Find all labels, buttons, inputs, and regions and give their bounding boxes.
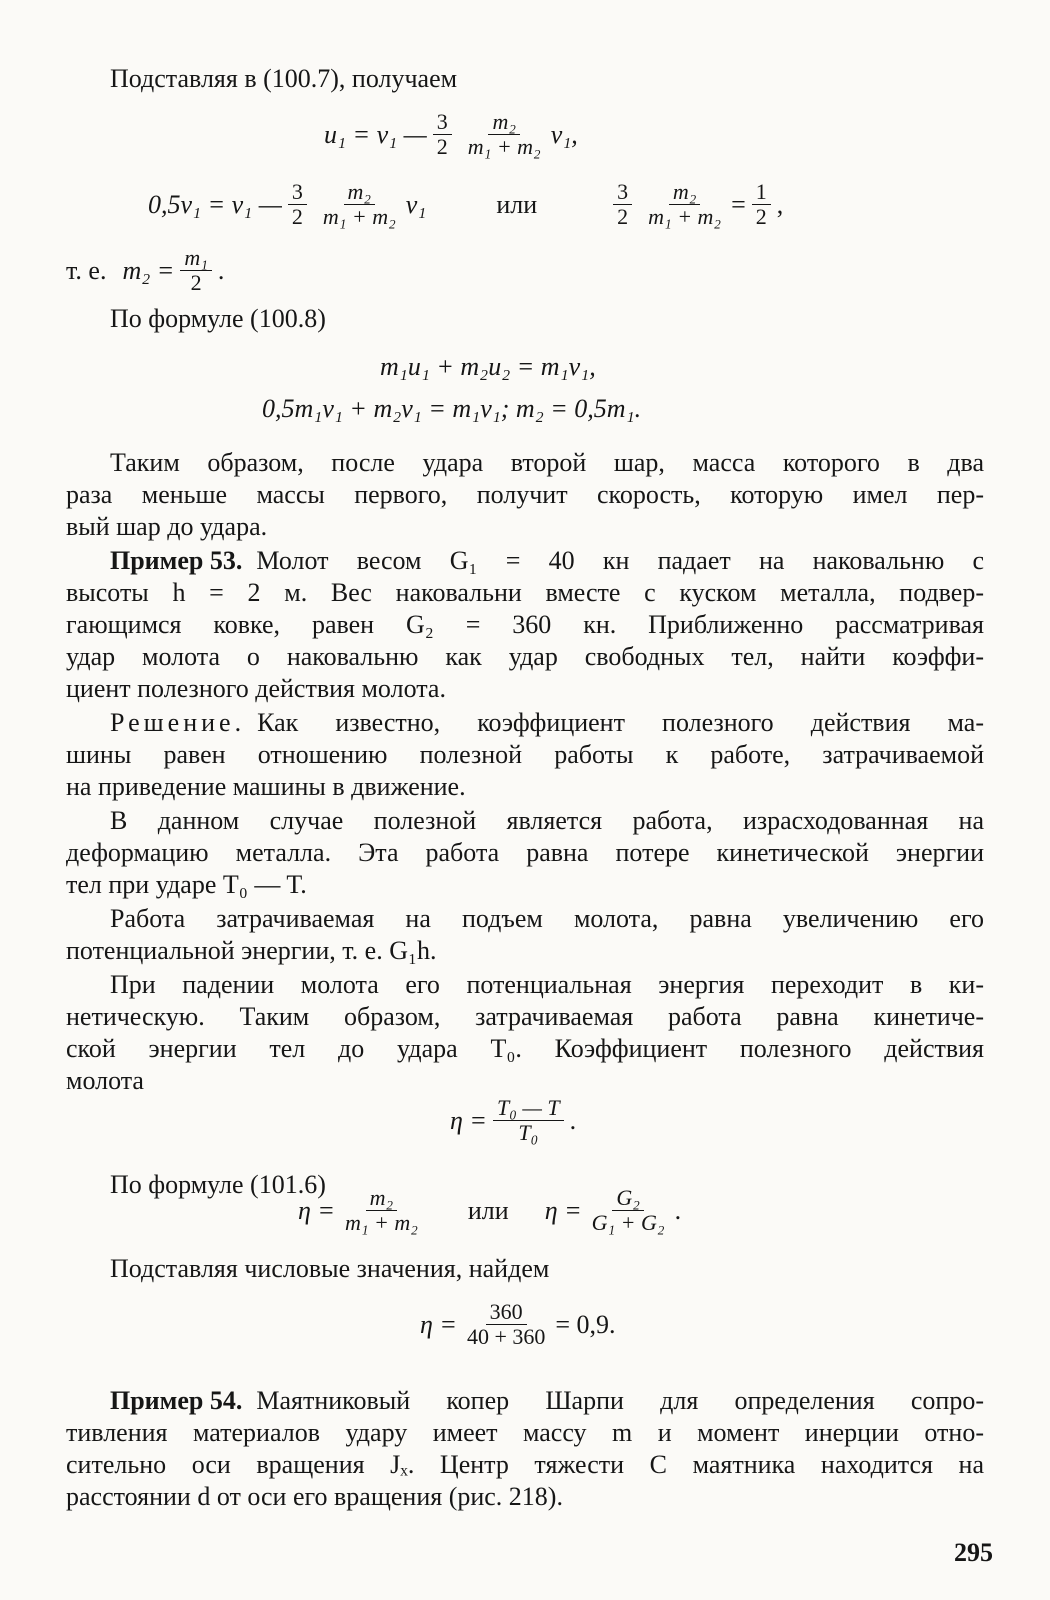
denominator: m₁ + m₂ xyxy=(648,204,722,229)
eq-text: 0,5m₁v₁ + m₂v₁ = m₁v₁; m₂ = 0,5m₁. xyxy=(262,394,642,423)
fraction xyxy=(341,1186,422,1235)
eq-text: . xyxy=(569,1105,577,1135)
eq-text: v₁ xyxy=(405,189,427,219)
text-line: на приведение машины в движение. xyxy=(66,772,466,801)
text-line: расстоянии d от оси его вращения (рис. 218). xyxy=(66,1482,563,1511)
text-line: шины равен отношению полезной работы к работе, затрачиваемой xyxy=(66,740,984,769)
eq-text: v₁, xyxy=(550,119,578,149)
equation-half-v1 xyxy=(148,180,783,229)
fraction xyxy=(752,180,771,229)
fraction xyxy=(644,180,725,229)
text-line: раза меньше массы первого, получит скорость, которую имел пер- xyxy=(66,480,984,509)
fraction xyxy=(433,110,452,159)
denominator: m₁ + m₂ xyxy=(467,134,541,159)
fraction xyxy=(463,1300,549,1349)
fraction xyxy=(493,1096,564,1145)
numerator: G₂ xyxy=(612,1186,644,1211)
eq-text: 0,5v₁ = v₁ — xyxy=(148,189,282,219)
denominator: 2 xyxy=(291,204,303,229)
text-line: Работа затрачиваемая на подъем молота, равна увеличению его xyxy=(110,904,984,933)
equation-eta-energy xyxy=(450,1096,576,1145)
denominator: 40 + 360 xyxy=(466,1324,546,1349)
equation-u1 xyxy=(324,110,578,159)
denominator: m₁ + m₂ xyxy=(344,1210,418,1235)
eq-text: u₁ = v₁ — xyxy=(324,119,427,149)
numerator: 3 xyxy=(288,180,307,205)
text-line: Молот весом G₁ = 40 кн падает на наковальню с xyxy=(256,546,984,575)
eq-text: η = xyxy=(544,1195,582,1225)
text-line: высоты h = 2 м. Вес наковальни вместе с куском металла, подвер- xyxy=(66,578,984,607)
eq-text: m₂ = xyxy=(122,255,175,285)
text-line: молота xyxy=(66,1066,144,1095)
text-line: При падении молота его потенциальная энергия переходит в ки- xyxy=(110,970,984,999)
denominator: 2 xyxy=(190,270,202,295)
denominator: 2 xyxy=(436,134,448,159)
fraction xyxy=(288,180,307,229)
equation-eta-value xyxy=(420,1300,616,1349)
text-line: Подставляя числовые значения, найдем xyxy=(110,1254,550,1283)
numerator: 1 xyxy=(752,180,771,205)
numerator: m₂ xyxy=(366,1186,398,1211)
text-line: вый шар до удара. xyxy=(66,512,268,541)
text-line: тивления материалов удару имеет массу m и момент инерции отно- xyxy=(66,1418,984,1447)
text-line: Как известно, коэффициент полезного действия ма- xyxy=(257,708,984,737)
numerator: T₀ — T xyxy=(493,1096,564,1121)
numerator: m₂ xyxy=(669,180,701,205)
text-line: сительно оси вращения Jₓ. Центр тяжести C маятника находится на xyxy=(66,1450,984,1479)
page-number: 295 xyxy=(954,1538,993,1567)
eq-or: или xyxy=(496,189,538,219)
numerator: 3 xyxy=(613,180,632,205)
text-line: По формуле (100.8) xyxy=(110,304,326,333)
eq-text: = xyxy=(731,189,746,219)
text-line: По формуле (101.6) xyxy=(110,1170,326,1199)
eq-text: . xyxy=(217,255,225,285)
eq-text: = 0,9. xyxy=(555,1309,616,1339)
fraction xyxy=(613,180,632,229)
text-line: гающимся ковке, равен G₂ = 360 кн. Приближенно рассматривая xyxy=(66,610,984,639)
text-line: потенциальной энергии, т. е. G₁h. xyxy=(66,936,437,965)
denominator: 2 xyxy=(617,204,629,229)
text-line: Маятниковый копер Шарпи для определения сопро- xyxy=(256,1386,984,1415)
eq-text: m₁u₁ + m₂u₂ = m₁v₁, xyxy=(380,352,596,381)
equation-eta-mass xyxy=(298,1186,681,1235)
text-line: В данном случае полезной является работа, израсходованная на xyxy=(110,806,984,835)
fraction xyxy=(588,1186,669,1235)
example-54-first-line xyxy=(110,1384,984,1418)
numerator: m₂ xyxy=(344,180,376,205)
text-line: ской энергии тел до удара T₀. Коэффициент полезного действия xyxy=(66,1034,984,1063)
denominator: m₁ + m₂ xyxy=(322,204,396,229)
numerator: 360 xyxy=(486,1300,527,1325)
example-53-first-line xyxy=(110,544,984,578)
example-53-heading: Пример 53. xyxy=(110,546,243,575)
denominator: G₁ + G₂ xyxy=(591,1210,665,1235)
text-line: деформацию металла. Эта работа равна потере кинетической энергии xyxy=(66,838,984,867)
denominator: T₀ xyxy=(518,1120,539,1145)
eq-text: , xyxy=(776,189,784,219)
text-line: Таким образом, после удара второй шар, масса которого в два xyxy=(110,448,984,477)
text-line: удар молота о наковальню как удар свободных тел, найти коэффи- xyxy=(66,642,984,671)
numerator: m₁ xyxy=(180,246,212,271)
equation-m2 xyxy=(66,246,224,295)
example-54-heading: Пример 54. xyxy=(110,1386,243,1415)
text-line: Подставляя в (100.7), получаем xyxy=(110,64,458,93)
equation-momentum xyxy=(380,352,596,382)
denominator: 2 xyxy=(755,204,767,229)
fraction xyxy=(319,180,400,229)
fraction xyxy=(180,246,212,295)
numerator: m₂ xyxy=(488,110,520,135)
solution-heading: Решение. xyxy=(110,708,246,737)
fraction xyxy=(464,110,545,159)
eq-text: η = xyxy=(420,1309,457,1339)
numerator: 3 xyxy=(433,110,452,135)
text-line: нетическую. Таким образом, затрачиваемая работа равна кинетиче- xyxy=(66,1002,984,1031)
eq-or: или xyxy=(467,1195,509,1225)
equation-momentum-2 xyxy=(262,394,641,424)
text-line: циент полезного действия молота. xyxy=(66,674,446,703)
solution-first-line xyxy=(110,706,984,740)
eq-text: т. е. xyxy=(66,255,107,285)
eq-text: η = xyxy=(450,1105,487,1135)
eq-text: η = xyxy=(298,1195,335,1225)
eq-text: . xyxy=(674,1195,682,1225)
text-line: тел при ударе T₀ — T. xyxy=(66,870,307,899)
